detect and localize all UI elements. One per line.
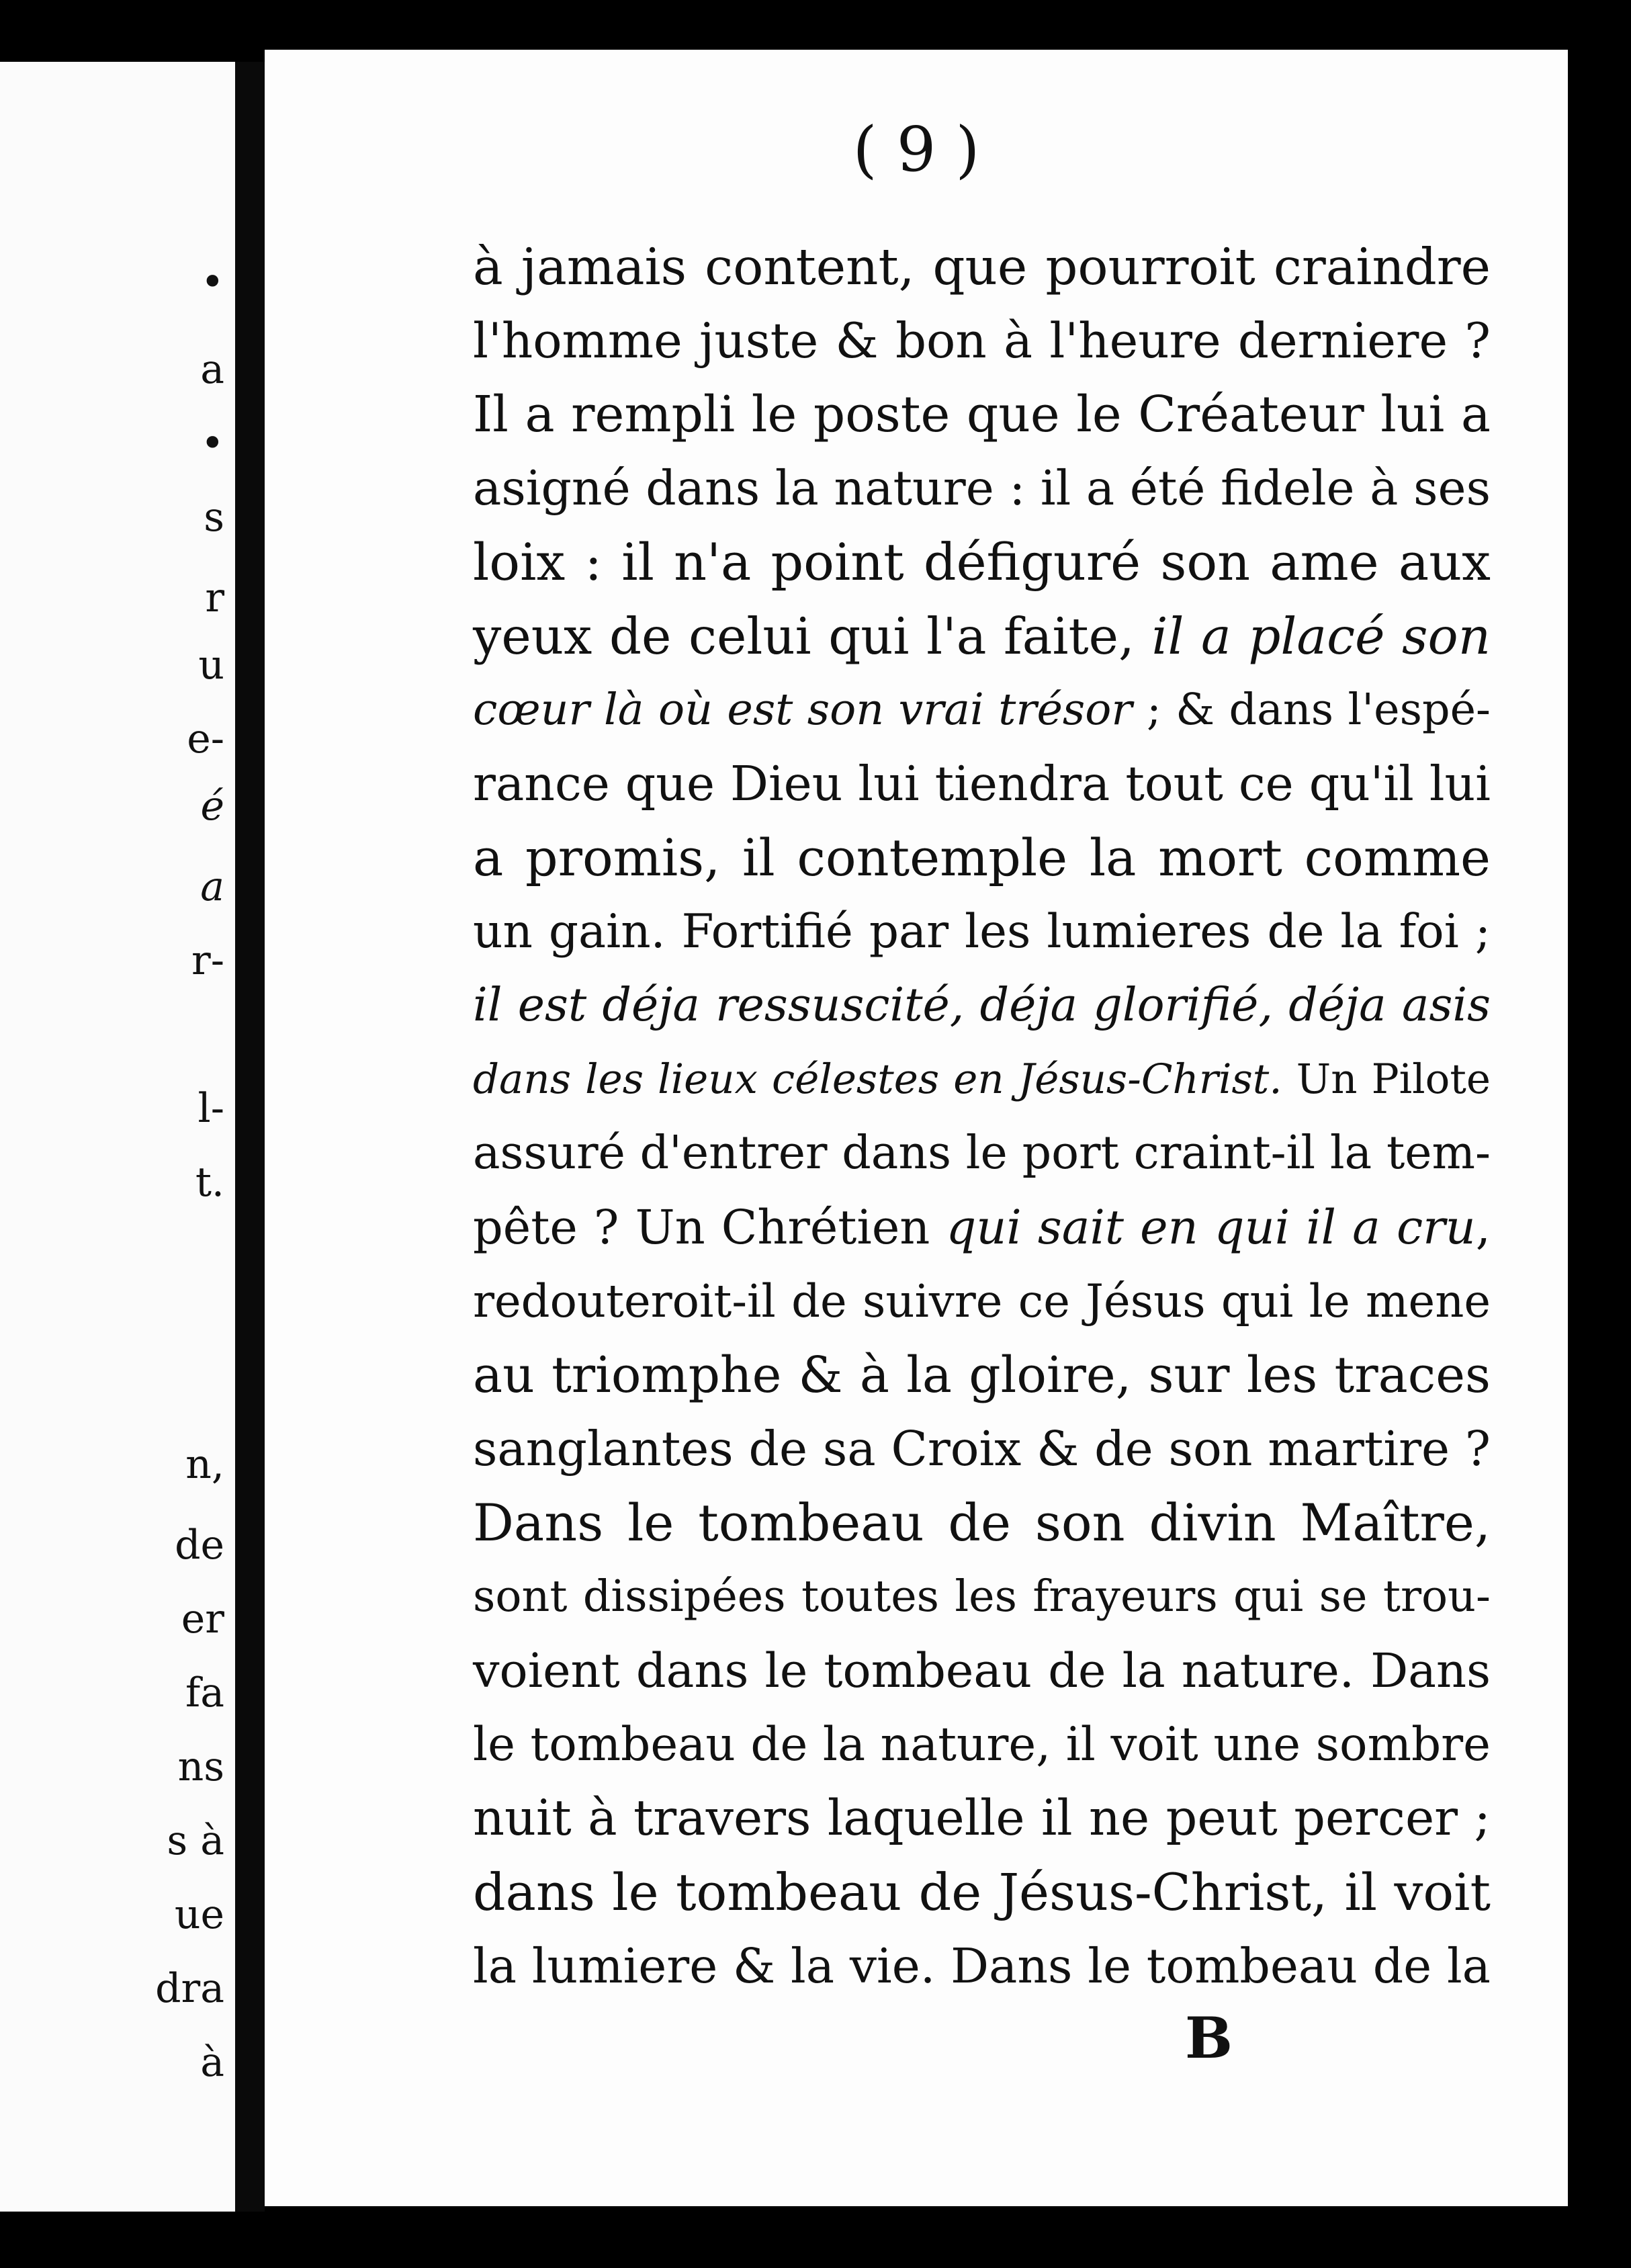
facing-page-fragment: u [198, 642, 224, 689]
facing-page-fragment: é [200, 783, 224, 830]
roman-text: la lumiere & la vie. Dans le tombeau de la [473, 1938, 1491, 1994]
text-line [473, 1708, 1491, 1782]
roman-text: asigné dans la nature : il a été fidele à ses [473, 460, 1491, 516]
text-line [473, 1782, 1491, 1856]
facing-page-fragment: à [200, 2039, 224, 2086]
text-line [473, 747, 1491, 821]
text-line [473, 969, 1491, 1043]
facing-page-fragment: a [200, 863, 224, 910]
text-line [473, 378, 1491, 451]
text-line [473, 304, 1491, 378]
roman-text: assuré d'entrer dans le port craint-il la tem- [473, 1127, 1491, 1180]
book-gutter [235, 62, 265, 2212]
facing-page-fragment: a [200, 346, 224, 393]
text-line [473, 1117, 1491, 1190]
roman-text: à jamais content, que pourroit craindre [473, 237, 1491, 296]
italic-text: qui sait en qui il a cru [946, 1200, 1476, 1255]
text-line [473, 821, 1491, 895]
text-line [473, 1856, 1491, 1929]
book-page [265, 50, 1568, 2206]
facing-page-fragment: e- [187, 715, 224, 762]
text-line [473, 673, 1491, 747]
roman-text: redouteroit-il de suivre ce Jésus qui le mene [473, 1275, 1491, 1327]
text-line [473, 1560, 1491, 1634]
text-line [473, 451, 1491, 525]
roman-text: ; & dans l'espé- [1132, 685, 1491, 735]
italic-text: il a placé son [1151, 607, 1491, 666]
facing-page-fragment: s à [167, 1817, 224, 1864]
roman-text: un gain. Fortifié par les lumieres de la foi ; [473, 905, 1491, 959]
text-line [473, 1929, 1491, 2003]
italic-text: cœur là où est son vrai trésor [473, 685, 1133, 735]
facing-page [0, 62, 235, 2212]
text-line [473, 1190, 1491, 1264]
facing-page-fragment: ue [174, 1891, 224, 1938]
facing-page-fragment: dra [155, 1965, 224, 2012]
facing-page-fragment: er [181, 1596, 224, 1643]
roman-text: Dans le tombeau de son divin Maître, [473, 1493, 1491, 1553]
text-line [473, 1338, 1491, 1412]
roman-text: le tombeau de la nature, il voit une sombre [473, 1718, 1491, 1772]
facing-page-fragment: de [175, 1522, 224, 1569]
roman-text: Il a rempli le poste que le Créateur lui a [473, 386, 1491, 443]
facing-page-fragment: l- [197, 1085, 224, 1132]
facing-page-fragment: r [205, 574, 224, 621]
text-line [473, 1043, 1491, 1117]
roman-text: , [1475, 1200, 1491, 1255]
text-line [473, 1264, 1491, 1338]
roman-text: nuit à travers laquelle il ne peut percer ; [473, 1790, 1491, 1847]
text-line [473, 525, 1491, 599]
text-line [473, 1634, 1491, 1708]
roman-text: sont dissipées toutes les frayeurs qui se trou- [473, 1571, 1491, 1622]
text-line [473, 230, 1491, 304]
text-line [473, 1412, 1491, 1486]
facing-page-fragment: ns [177, 1743, 224, 1790]
italic-text: il est déja ressuscité, déja glorifié, déja asis [473, 979, 1491, 1032]
roman-text: Un Pilote [1282, 1055, 1491, 1103]
facing-page-fragment: • [200, 420, 224, 467]
body-text [473, 230, 1491, 2003]
roman-text: sanglantes de sa Croix & de son martire ? [473, 1421, 1491, 1477]
roman-text: dans le tombeau de Jésus-Christ, il voit [473, 1862, 1491, 1922]
roman-text: a promis, il contemple la mort comme [473, 828, 1491, 887]
page-number: ( 9 ) [852, 114, 980, 185]
roman-text: loix : il n'a point défiguré son ame aux [473, 532, 1491, 592]
page-edge-shadow [1568, 50, 1631, 2206]
facing-page-fragment: • [200, 259, 224, 306]
facing-page-fragment: r- [191, 937, 224, 984]
italic-text: dans les lieux célestes en Jésus-Christ. [473, 1055, 1282, 1103]
facing-page-fragment: t. [195, 1159, 224, 1206]
text-line [473, 599, 1491, 673]
roman-text: yeux de celui qui l'a faite, [473, 607, 1152, 666]
signature-mark: B [1185, 2005, 1233, 2071]
facing-page-fragment: s [204, 494, 224, 541]
text-line [473, 895, 1491, 969]
roman-text: voient dans le tombeau de la nature. Dans [473, 1643, 1491, 1698]
roman-text: pête ? Un Chrétien [473, 1200, 946, 1255]
roman-text: rance que Dieu lui tiendra tout ce qu'il lui [473, 756, 1491, 812]
facing-page-fragment: fa [185, 1669, 224, 1716]
facing-page-fragment: n, [185, 1441, 224, 1488]
text-line [473, 1486, 1491, 1560]
roman-text: l'homme juste & bon à l'heure derniere ? [473, 312, 1491, 369]
roman-text: au triomphe & à la gloire, sur les traces [473, 1346, 1491, 1404]
